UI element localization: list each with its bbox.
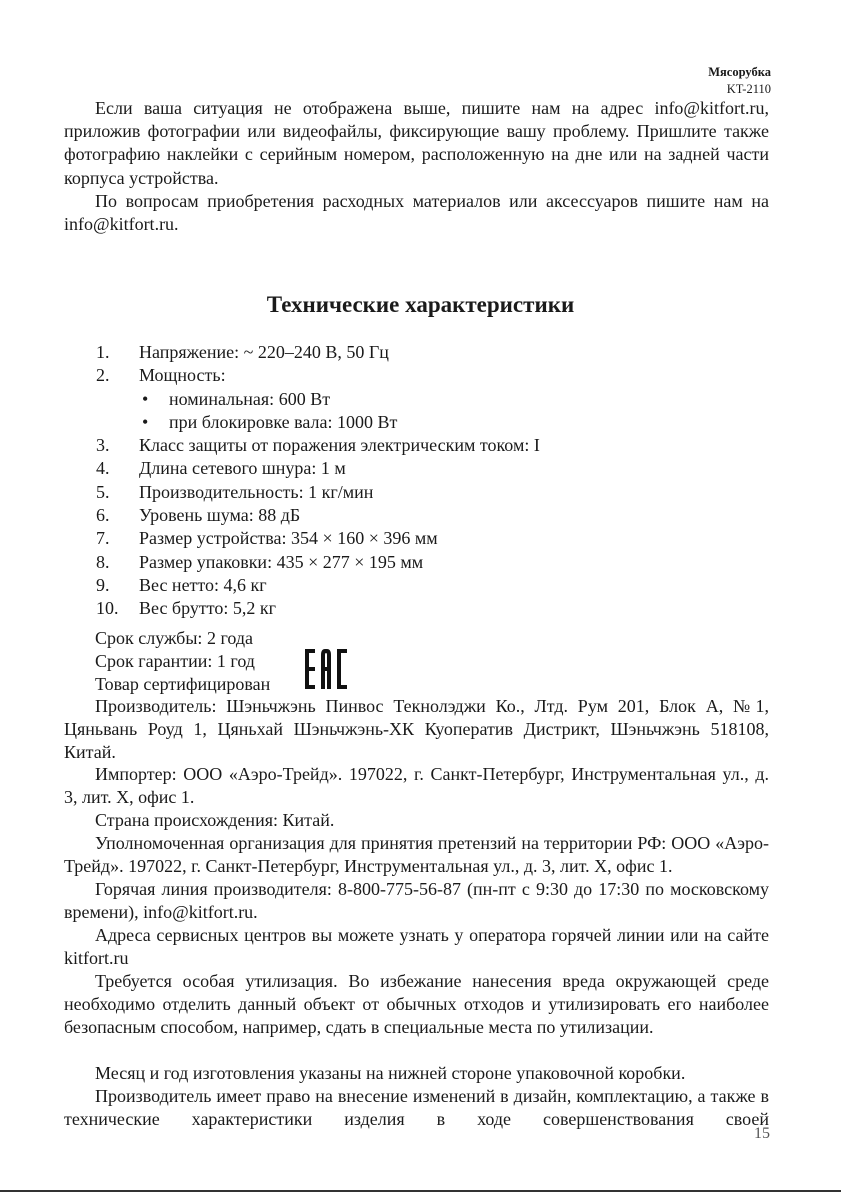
eac-mark-icon [305, 649, 347, 689]
service-centers-paragraph: Адреса сервисных центров вы можете узнать у оператора горячей линии или на сайте kitfort.ru [64, 925, 769, 969]
spec-text: Производительность: 1 кг/мин [139, 481, 374, 502]
spec-number: 6. [96, 505, 110, 526]
manufacture-date-paragraph: Месяц и год изготовления указаны на нижней стороне упаковочной коробки. [95, 1063, 686, 1083]
spec-list [96, 341, 540, 621]
spec-number: 1. [96, 342, 110, 362]
intro-paragraph-1: Если ваша ситуация не отображена выше, пишите нам на адрес info@kitfort.ru, приложив фотографии или видеофайлы, фиксирующие вашу проблему. Пришлите также фотографию наклейки с серийным номером, расположенную на дне или на задней части корпуса устройства. [64, 98, 769, 188]
changes-paragraph: Производитель имеет право на внесение изменений в дизайн, комплектацию, а также в технические характеристики изделия в ходе совершенствования своей [64, 1086, 769, 1130]
spec-item [96, 434, 540, 457]
spec-subitem [96, 388, 540, 411]
spec-text: Размер упаковки: 435 × 277 × 195 мм [139, 551, 424, 572]
service-life: Срок службы: 2 года [95, 628, 254, 648]
spec-item [96, 457, 540, 480]
spec-item [96, 364, 540, 387]
spec-subitem-text: при блокировке вала: 1000 Вт [169, 411, 398, 432]
spec-number: 10. [96, 598, 119, 619]
spec-number: 9. [96, 574, 110, 595]
spec-text: Мощность: [139, 365, 226, 386]
spec-text: Длина сетевого шнура: 1 м [139, 458, 346, 479]
bottom-rule [0, 1190, 841, 1192]
header-model: KT-2110 [726, 82, 771, 96]
page-number: 15 [754, 1125, 770, 1142]
hotline-paragraph: Горячая линия производителя: 8-800-775-56-87 (пн-пт с 9:30 до 17:30 по московскому времени), info@kitfort.ru. [64, 879, 769, 923]
spec-number: 8. [96, 551, 110, 572]
section-title: Технические характеристики [266, 292, 575, 317]
spec-text: Размер устройства: 354 × 160 × 396 мм [139, 528, 438, 549]
spec-number: 4. [96, 458, 110, 479]
disposal-paragraph: Требуется особая утилизация. Во избежание нанесения вреда окружающей среде необходимо отделить данный объект от обычных отходов и утилизировать его наиболее безопасным способом, например, сдать в специальные места по утилизации. [64, 971, 769, 1038]
authorized-org-paragraph: Уполномоченная организация для принятия претензий на территории РФ: ООО «Аэро-Трейд». 197022, г. Санкт-Петербург, Инструментальная ул., д. 3, лит. Х, офис 1. [64, 833, 769, 877]
importer-paragraph: Импортер: ООО «Аэро-Трейд». 197022, г. Санкт-Петербург, Инструментальная ул., д. 3, лит. Х, офис 1. [64, 764, 769, 808]
spec-item [96, 597, 540, 620]
spec-number: 5. [96, 481, 110, 502]
service-info [95, 627, 270, 697]
spec-subitem [96, 411, 540, 434]
spec-number: 2. [96, 365, 110, 386]
spec-text: Напряжение: ~ 220–240 В, 50 Гц [139, 342, 389, 362]
certification-text: Товар сертифицирован [95, 674, 271, 695]
spec-text: Уровень шума: 88 дБ [139, 505, 301, 526]
spec-item [96, 574, 540, 597]
spec-number: 7. [96, 528, 110, 549]
spec-item [96, 504, 540, 527]
intro-paragraph-2: По вопросам приобретения расходных материалов или аксессуаров пишите нам на info@kitfort.ru. [64, 191, 769, 235]
spec-item [96, 527, 540, 550]
spec-text: Класс защиты от поражения электрическим током: I [139, 435, 540, 456]
bullet: • [142, 388, 149, 409]
origin-paragraph: Страна происхождения: Китай. [95, 810, 335, 830]
manufacturer-paragraph: Производитель: Шэньчжэнь Пинвос Текнолэджи Ко., Лтд. Рум 201, Блок А, №1, Цяньвань Роуд 1, Цяньхай Шэньчжэнь-ХК Куоператив Дистрикт, Шэньчжэнь 518108, Китай. [64, 696, 769, 763]
spec-text: Вес брутто: 5,2 кг [139, 598, 276, 619]
spec-item [96, 481, 540, 504]
warranty-period: Срок гарантии: 1 год [95, 651, 255, 672]
page-header [708, 64, 771, 98]
spec-item [96, 341, 540, 364]
spec-text: Вес нетто: 4,6 кг [139, 574, 267, 595]
header-product: Мясорубка [708, 65, 771, 79]
spec-item [96, 551, 540, 574]
spec-subitem-text: номинальная: 600 Вт [169, 388, 331, 409]
bullet: • [142, 411, 149, 432]
spec-number: 3. [96, 435, 110, 456]
